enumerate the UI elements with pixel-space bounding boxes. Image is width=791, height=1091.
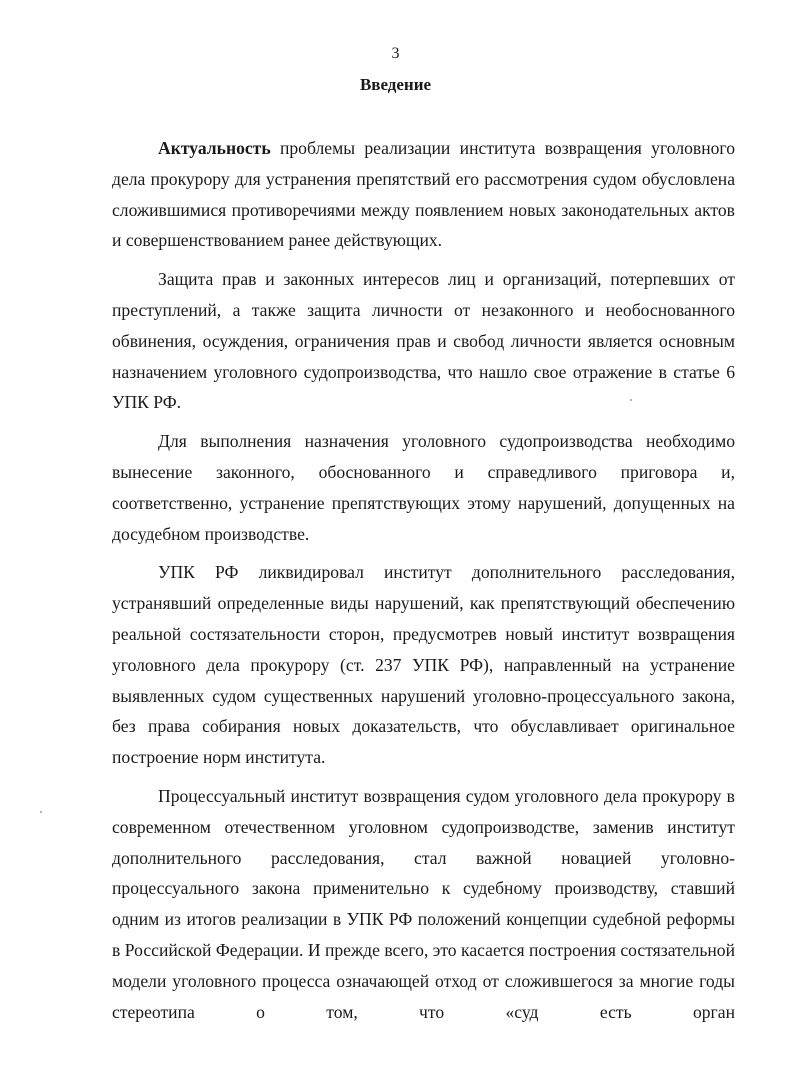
paragraph-purpose-of-proceedings: Для выполнения назначения уголовного судопроизводства необходимо вынесение законного, обоснованного и справедливого приговора и, соответственно, устранение препятствующих этому нарушений, допущенных на досудебном производстве. xyxy=(112,431,735,544)
page-number: 3 xyxy=(391,45,400,62)
paragraph-upk-institute: УПК РФ ликвидировал институт дополнительного расследования, устранявший определенные виды нарушений, как препятствующий обеспечению реальной состязательности сторон, предусмотрев новый институт возвращения уголовного дела прокурору (ст. 237 УПК РФ), направленный на устранение выявленных судом существенных нарушений уголовно-процессуального закона, без права собирания новых доказательств, что обуславливает оригинальное построение норм института. xyxy=(112,562,735,768)
paragraph-lead-term: Актуальность xyxy=(158,138,271,158)
scan-speck xyxy=(630,399,632,401)
paragraph-relevance xyxy=(112,133,735,256)
paragraph-text: проблемы реализации института возвращения уголовного дела прокурору для устранения препятствий его рассмотрения судом обусловлена сложившимися противоречиями между появлением новых законодательных актов и совершенствованием ранее действующих. xyxy=(112,138,735,251)
document-body xyxy=(112,133,735,1027)
section-title: Введение xyxy=(359,75,432,94)
paragraph-procedural-institute: Процессуальный институт возвращения судом уголовного дела прокурору в современном отечественном уголовном судопроизводстве, заменив институт дополнительного расследования, стал важной новацией уголовно-процессуального закона применительно к судебному производству, ставший одним из итогов реализации в УПК РФ положений концепции судебной реформы в Российской Федерации. И прежде всего, это касается построения состязательной модели уголовного процесса означающей отход от сложившегося за многие годы стереотипа о том, что «суд есть орган xyxy=(112,785,735,1022)
paragraph-protection-of-rights: Защита прав и законных интересов лиц и организаций, потерпевших от преступлений, а также защита личности от незаконного и необоснованного обвинения, осуждения, ограничения прав и свобод личности является основным назначением уголовного судопроизводства, что нашло свое отражение в статье 6 УПК РФ. xyxy=(112,269,735,413)
scan-speck xyxy=(40,811,42,813)
